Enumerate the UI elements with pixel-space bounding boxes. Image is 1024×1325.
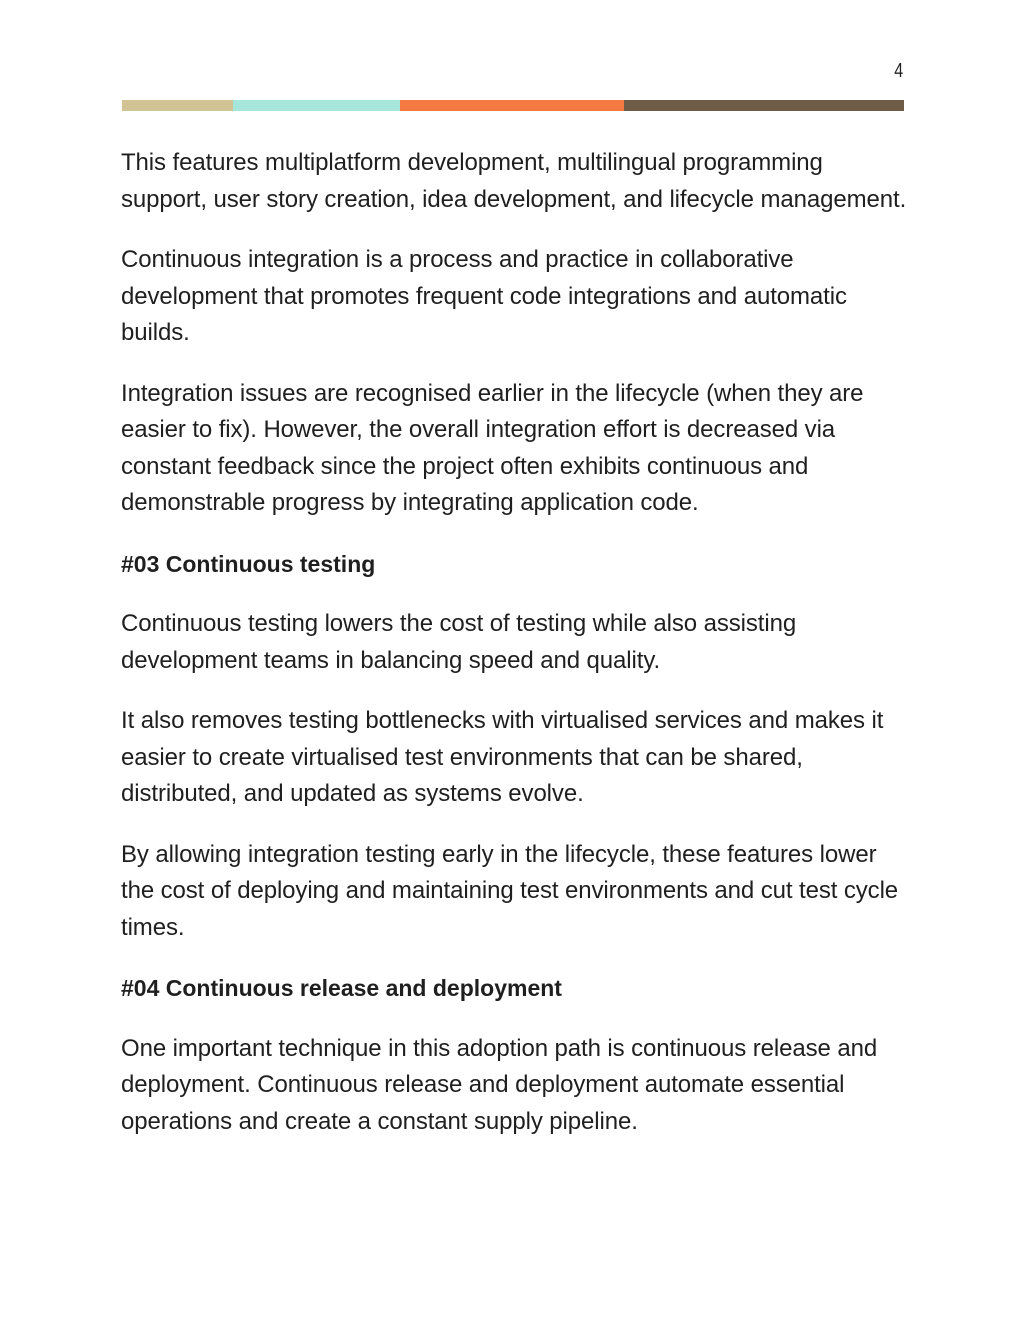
- heading-continuous-release: #04 Continuous release and deployment: [121, 975, 562, 1001]
- paragraph-testing-bottlenecks: It also removes testing bottlenecks with virtualised services and makes it easier to create virtualised test environments that can be shared, distributed, and updated as systems evolve.: [121, 707, 884, 807]
- paragraph-testing-cost: Continuous testing lowers the cost of testing while also assisting development teams in balancing speed and quality.: [121, 610, 797, 674]
- color-bar-segment-1: [122, 100, 233, 111]
- header-color-bar: [122, 100, 904, 111]
- paragraph-integration-testing: By allowing integration testing early in the lifecycle, these features lower the cost of deploying and maintaining test environments and cut test cycle times.: [121, 840, 899, 941]
- heading-continuous-testing: #03 Continuous testing: [121, 550, 376, 577]
- page-number: 4: [894, 60, 903, 82]
- color-bar-segment-2: [233, 100, 400, 111]
- color-bar-segment-4: [624, 100, 904, 111]
- paragraph-release-deployment: One important technique in this adoption path is continuous release and deployment. Continuous release and deployment automate essential operations and create a constant supply pipeline.: [121, 1034, 878, 1135]
- document-body: [121, 145, 911, 1164]
- paragraph-continuous-integration: Continuous integration is a process and practice in collaborative development that promotes frequent code integrations and automatic builds.: [121, 246, 847, 346]
- color-bar-segment-3: [400, 100, 624, 111]
- paragraph-integration-issues: Integration issues are recognised earlier in the lifecycle (when they are easier to fix). However, the overall integration effort is decreased via constant feedback since the project often exhibits continuous and demonstrable progress by integrating application code.: [121, 379, 864, 516]
- paragraph-platform-features: This features multiplatform development, multilingual programming support, user story creation, idea development, and lifecycle management.: [121, 149, 907, 213]
